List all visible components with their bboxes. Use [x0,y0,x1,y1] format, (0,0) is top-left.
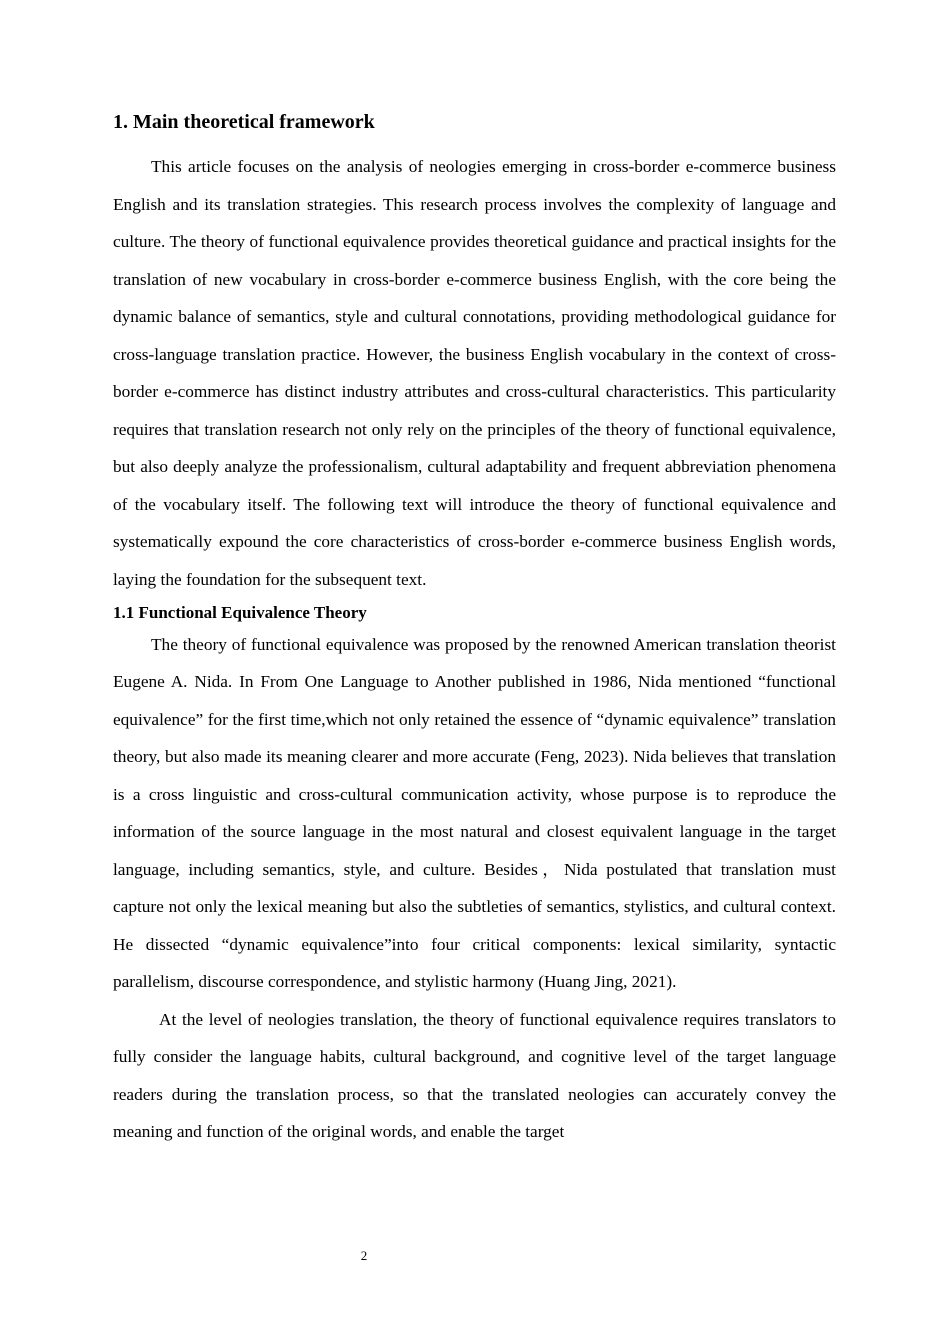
subsection-heading: 1.1 Functional Equivalence Theory [113,603,367,622]
body-paragraph-1: The theory of functional equivalence was proposed by the renowned American translation theorist Eugene A. Nida. In From One Language to Another published in 1986, Nida mentioned “functional equivalence” for the first time,which not only retained the essence of “dynamic equivalence” translation theory, but also made its meaning clearer and more accurate (Feng, 2023). Nida believes that translation is a cross linguistic and cross-cultural communication activity, whose purpose is to reproduce the information of the source language in the most natural and closest equivalent language in the target language, including semantics, style, and culture. Besides，Nida postulated that translation must capture not only the lexical meaning but also the subtleties of semantics, stylistics, and cultural context. He dissected “dynamic equivalence”into four critical components: lexical similarity, syntactic parallelism, discourse correspondence, and stylistic harmony (Huang Jing, 2021). [113,634,836,991]
document-page [113,108,836,1151]
section-heading: 1. Main theoretical framework [113,111,375,133]
page-number: 2 [360,1248,368,1263]
body-paragraph-2: At the level of neologies translation, the theory of functional equivalence requires translators to fully consider the language habits, cultural background, and cognitive level of the target language readers during the translation process, so that the translated neologies can accurately convey the meaning and function of the original words, and enable the target [113,1009,836,1141]
intro-paragraph: This article focuses on the analysis of neologies emerging in cross-border e-commerce business English and its translation strategies. This research process involves the complexity of language and culture. The theory of functional equivalence provides theoretical guidance and practical insights for the translation of new vocabulary in cross-border e-commerce business English, with the core being the dynamic balance of semantics, style and cultural connotations, providing methodological guidance for cross-language translation practice. However, the business English vocabulary in the context of cross-border e-commerce has distinct industry attributes and cross-cultural characteristics. This particularity requires that translation research not only rely on the principles of the theory of functional equivalence, but also deeply analyze the professionalism, cultural adaptability and frequent abbreviation phenomena of the vocabulary itself. The following text will introduce the theory of functional equivalence and systematically expound the core characteristics of cross-border e-commerce business English words, laying the foundation for the subsequent text. [113,157,836,589]
